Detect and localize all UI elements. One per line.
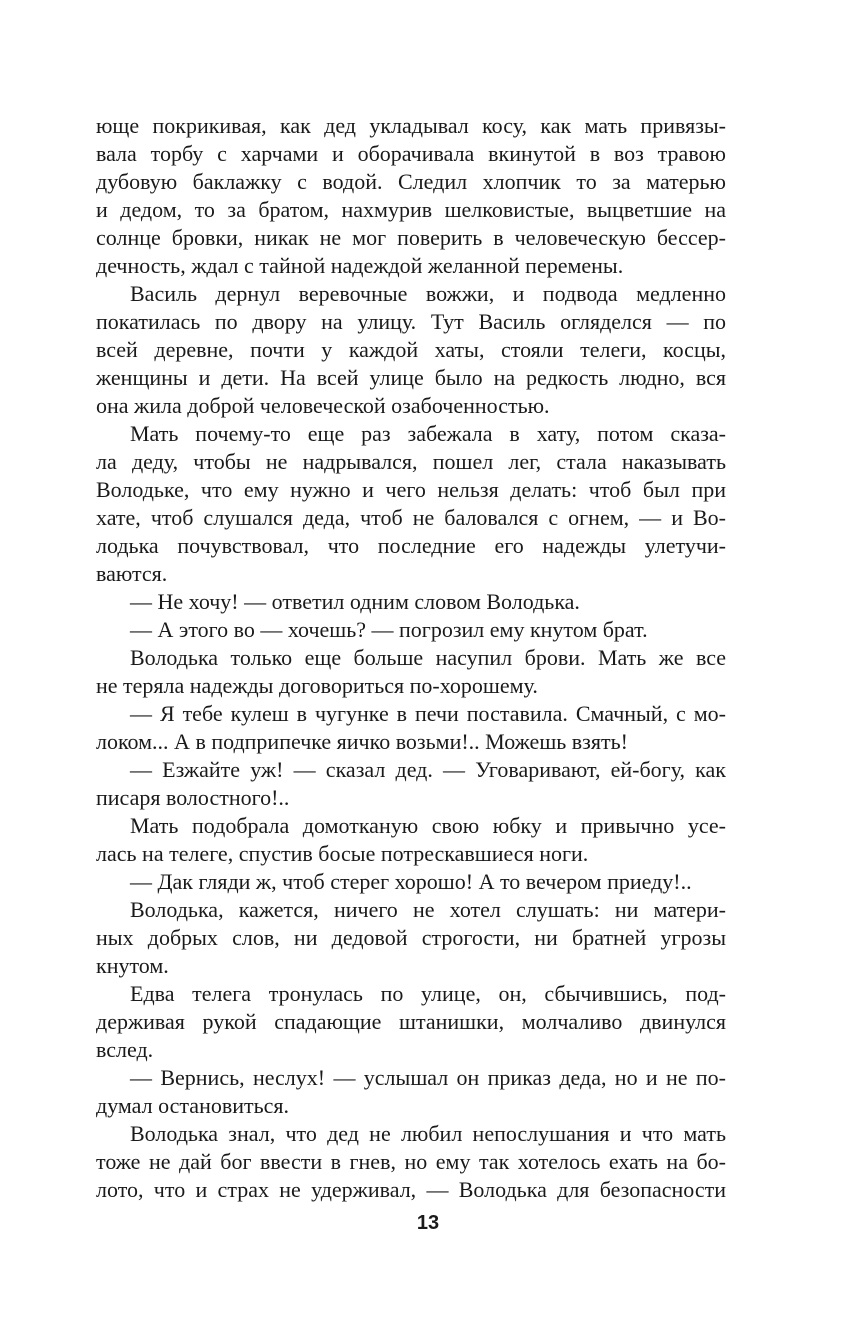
text-line: и дедом, то за братом, нахмурив шелковистые, выцветшие на: [96, 197, 726, 222]
text-line: не теряла надежды договориться по-хорошему.: [96, 673, 538, 698]
text-line: — Не хочу! — ответил одним словом Володька.: [130, 589, 580, 614]
text-line: юще покрикивая, как дед укладывал косу, как мать привязы-: [96, 113, 726, 138]
text-line: она жила доброй человеческой озабоченностью.: [96, 393, 550, 418]
text-line: солнце бровки, никак не мог поверить в человеческую бессер-: [96, 225, 726, 250]
paragraph: [96, 812, 726, 868]
text-line: всей деревне, почти у каждой хаты, стояли телеги, косцы,: [96, 337, 726, 362]
paragraph: [96, 700, 726, 756]
text-line: женщины и дети. На всей улице было на редкость людно, вся: [96, 365, 726, 390]
paragraph: [96, 896, 726, 980]
text-line: — Вернись, неслух! — услышал он приказ деда, но и не по-: [130, 1065, 726, 1090]
text-line: Едва телега тронулась по улице, он, сбычившись, под-: [130, 981, 726, 1006]
paragraph: [96, 112, 726, 280]
text-line: ла деду, чтобы не надрывался, пошел лег, стала наказывать: [96, 449, 726, 474]
text-line: — А этого во — хочешь? — погрозил ему кнутом брат.: [130, 617, 648, 642]
paragraph: [96, 980, 726, 1064]
text-line: держивая рукой спадающие штанишки, молчаливо двинулся: [96, 1009, 726, 1034]
text-line: локом... А в подприпечке яичко возьми!.. Можешь взять!: [96, 729, 628, 754]
text-line: Мать подобрала домотканую свою юбку и привычно усе-: [130, 813, 726, 838]
text-line: лась на телеге, спустив босые потрескавшиеся ноги.: [96, 841, 589, 866]
paragraph: [96, 1120, 726, 1204]
text-line: дечность, ждал с тайной надеждой желанной перемены.: [96, 253, 624, 278]
text-line: тоже не дай бог ввести в гнев, но ему так хотелось ехать на бо-: [96, 1149, 726, 1174]
text-line: Василь дернул веревочные вожжи, и подвода медленно: [130, 281, 726, 306]
text-line: лото, что и страх не удерживал, — Володька для безопасности: [96, 1177, 726, 1202]
text-line: — Дак гляди ж, чтоб стерег хорошо! А то вечером приеду!..: [130, 869, 692, 894]
text-line: ваются.: [96, 561, 168, 586]
body-text: [96, 112, 726, 1204]
text-line: дубовую баклажку с водой. Следил хлопчик то за матерью: [96, 169, 726, 194]
text-line: покатилась по двору на улицу. Тут Василь огляделся — по: [96, 309, 726, 334]
text-line: думал остановиться.: [96, 1093, 290, 1118]
page-number: 13: [416, 1212, 440, 1234]
text-line: Володька только еще больше насупил брови. Мать же все: [130, 645, 726, 670]
paragraph: [96, 756, 726, 812]
text-line: вслед.: [96, 1037, 154, 1062]
text-line: кнутом.: [96, 953, 169, 978]
paragraph: [96, 644, 726, 700]
text-line: ных добрых слов, ни дедовой строгости, ни братней угрозы: [96, 925, 726, 950]
text-line: Володька знал, что дед не любил непослушания и что мать: [130, 1121, 726, 1146]
text-line: Володька, кажется, ничего не хотел слушать: ни матери-: [130, 897, 726, 922]
text-line: лодька почувствовал, что последние его надежды улетучи-: [96, 533, 726, 558]
paragraph: [96, 420, 726, 588]
text-line: — Я тебе кулеш в чугунке в печи поставила. Смачный, с мо-: [130, 701, 726, 726]
text-line: Володьке, что ему нужно и чего нельзя делать: чтоб был при: [96, 477, 726, 502]
paragraph: [96, 1064, 726, 1120]
paragraph: [96, 616, 726, 644]
text-line: хате, чтоб слушался деда, чтоб не баловался с огнем, — и Во-: [96, 505, 726, 530]
paragraph: [96, 588, 726, 616]
paragraph: [96, 280, 726, 420]
text-line: писаря волостного!..: [96, 785, 290, 810]
paragraph: [96, 868, 726, 896]
text-line: — Езжайте уж! — сказал дед. — Уговаривают, ей-богу, как: [130, 757, 726, 782]
text-line: Мать почему-то еще раз забежала в хату, потом сказа-: [130, 421, 726, 446]
text-line: вала торбу с харчами и оборачивала вкинутой в воз травою: [96, 141, 726, 166]
